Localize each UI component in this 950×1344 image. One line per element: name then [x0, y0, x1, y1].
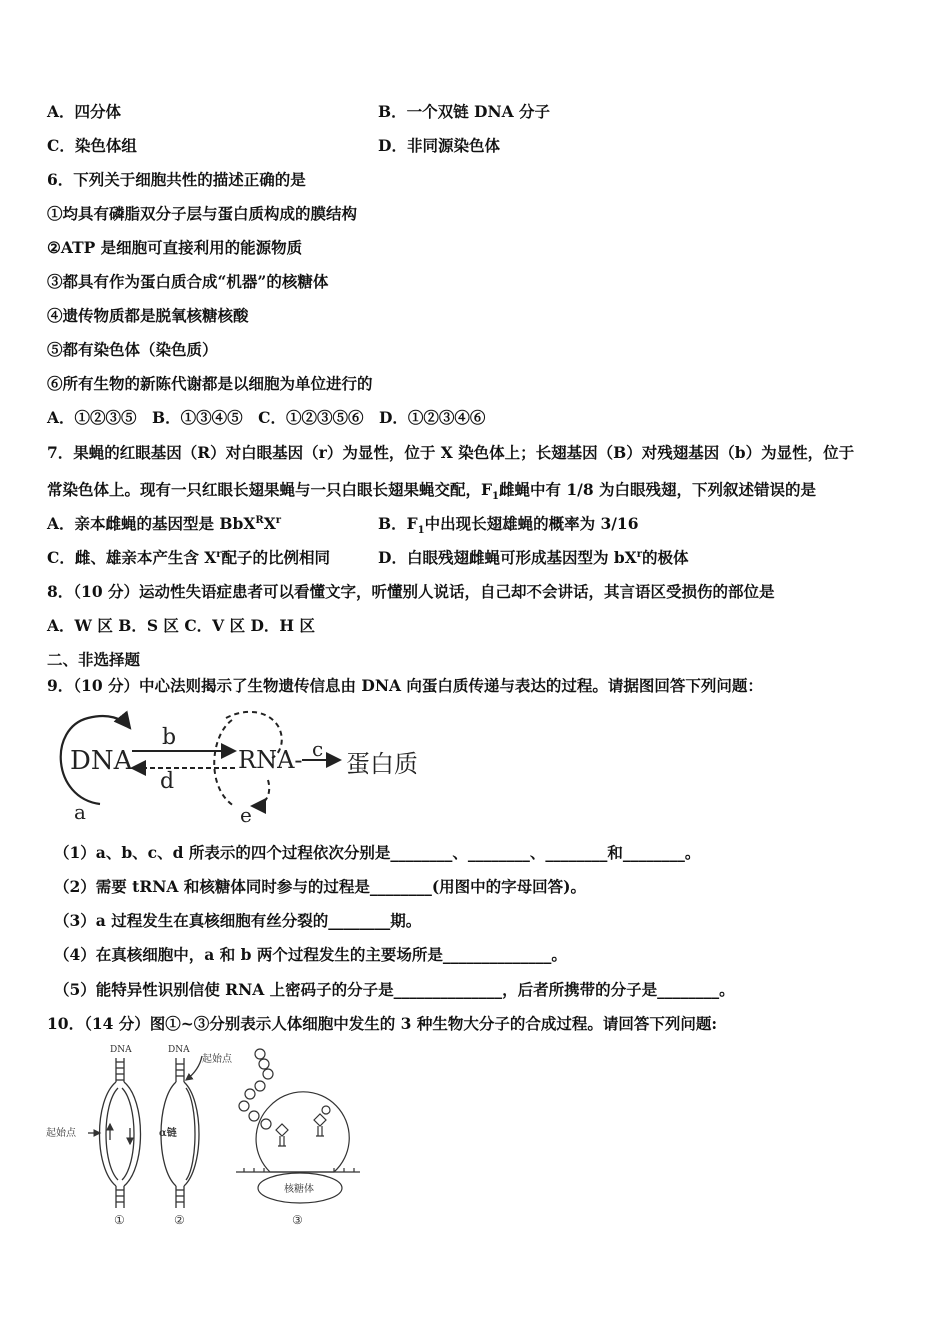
q7-option-c: C．雌、雄亲本产生含 $X^r$配子的比例相同 [47, 548, 331, 567]
central-dogma-diagram [40, 706, 460, 824]
q7-option-a: A．亲本雌蝇的基因型是 $BbX^RX^r$ [47, 514, 282, 533]
q6-item-1: ①均具有磷脂双分子层与蛋白质构成的膜结构 [47, 204, 358, 223]
q7-option-b: B．$F_1$中出现长翅雄蝇的概率为 3/16 [378, 514, 639, 537]
q8-options: A．W 区 B．S 区 C．V 区 D．H 区 [47, 616, 315, 635]
dna-label: DNA [70, 746, 133, 776]
figure-3-translation [236, 1049, 360, 1203]
section-heading: 二、非选择题 [47, 650, 141, 669]
macromolecule-synthesis-figure [44, 1040, 374, 1228]
q8-stem: 8．（10 分）运动性失语症患者可以看懂文字，听懂别人说话，自己却不会讲话，其言语区受损伤的部位是 [47, 582, 775, 601]
q7-stem-line2: 常染色体上。现有一只红眼长翅果蝇与一只白眼长翅果蝇交配，$F_1$雌蝇中有 1/8 为白眼残翅，下列叙述错误的是 [47, 480, 817, 503]
q10-stem: 10．（14 分）图①~③分别表示人体细胞中发生的 3 种生物大分子的合成过程。请回答下列问题: [47, 1014, 718, 1033]
process-d-label: d [160, 769, 175, 794]
protein-label: 蛋白质 [346, 750, 418, 778]
q5-option-a: A．四分体 [47, 102, 122, 121]
q5-option-b: B．一个双链 DNA 分子 [378, 102, 551, 121]
q6-options: A．①②③⑤ B．①③④⑤ C．①②③⑤⑥ D．①②③④⑥ [47, 408, 486, 427]
figure-1-replication [88, 1058, 141, 1208]
q6-item-6: ⑥所有生物的新陈代谢都是以细胞为单位进行的 [47, 374, 373, 393]
q6-stem: 6．下列关于细胞共性的描述正确的是 [47, 170, 306, 189]
q9-sub-3: （3）a 过程发生在真核细胞有丝分裂的________期。 [54, 911, 422, 930]
fig2-alpha-chain-label: α链 [159, 1128, 177, 1139]
rna-label: RNA- [238, 746, 303, 774]
q9-sub-4: （4）在真核细胞中，a 和 b 两个过程发生的主要场所是______________。 [54, 945, 567, 964]
fig1-dna-label: DNA [110, 1045, 132, 1055]
q9-stem: 9．（10 分）中心法则揭示了生物遗传信息由 DNA 向蛋白质传递与表达的过程。请据图回答下列问题： [47, 676, 763, 695]
process-a-label: a [74, 800, 86, 824]
q6-item-3: ③都具有作为蛋白质合成“机器”的核糖体 [47, 272, 329, 291]
q9-sub-5: （5）能特异性识别信使 RNA 上密码子的分子是______________，后者所携带的分子是________。 [54, 980, 735, 999]
process-b-label: b [162, 725, 177, 750]
q5-option-c: C．染色体组 [47, 136, 137, 155]
fig2-dna-label: DNA [168, 1045, 190, 1055]
q6-item-2: ②ATP 是细胞可直接利用的能源物质 [47, 238, 303, 257]
q6-item-5: ⑤都有染色体（染色质） [47, 340, 218, 359]
fig3-ribosome-label: 核糖体 [284, 1184, 314, 1195]
q7-stem-line1: 7．果蝇的红眼基因（R）对白眼基因（r）为显性，位于 X 染色体上；长翅基因（B）对残翅基因（b）为显性，位于 [47, 443, 855, 462]
process-e-label: e [240, 803, 252, 824]
fig2-origin-label: 起始点 [202, 1054, 232, 1065]
q6-item-4: ④遗传物质都是脱氧核糖核酸 [47, 306, 249, 325]
q9-sub-1: （1）a、b、c、d 所表示的四个过程依次分别是________、________、________和________。 [54, 843, 701, 862]
process-c-label: c [312, 737, 324, 761]
fig1-origin-label: 起始点 [46, 1128, 76, 1139]
fig2-number: ② [174, 1213, 185, 1227]
fig1-number: ① [114, 1213, 125, 1227]
q5-option-d: D．非同源染色体 [378, 136, 500, 155]
q7-option-d: D．白眼残翅雌蝇可形成基因型为 $bX^r$的极体 [378, 548, 689, 567]
fig3-number: ③ [292, 1213, 303, 1227]
q9-sub-2: （2）需要 tRNA 和核糖体同时参与的过程是________(用图中的字母回答)。 [54, 877, 586, 896]
